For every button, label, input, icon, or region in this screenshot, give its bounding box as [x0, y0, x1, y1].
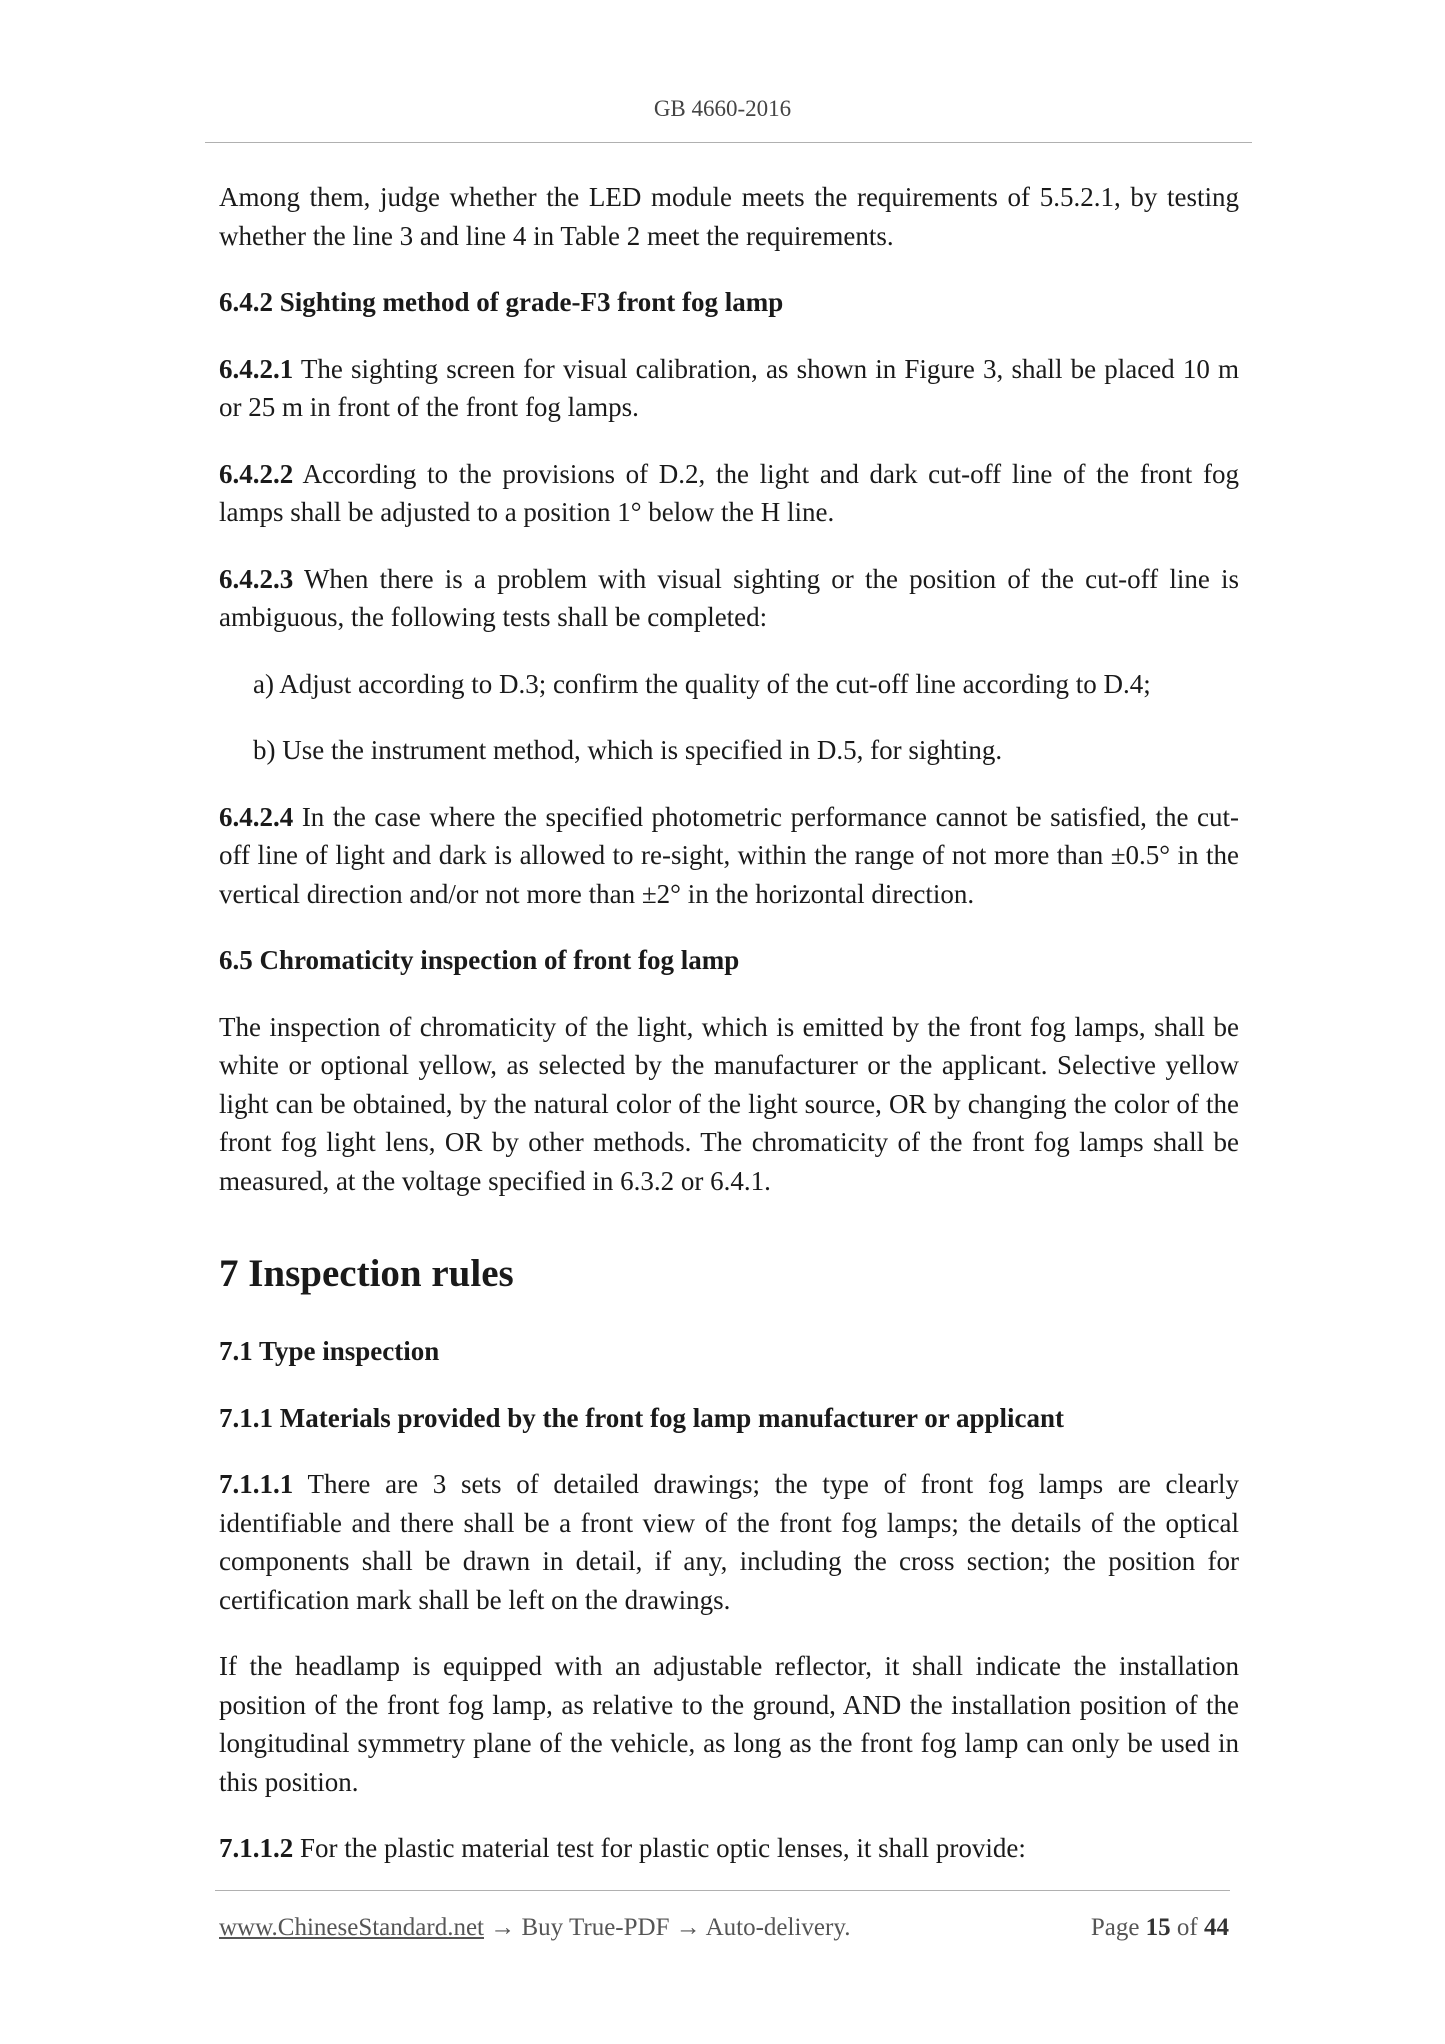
- clause-number: 6.4.2.4: [219, 801, 294, 832]
- clause-number: 6.4.2.3: [219, 563, 294, 594]
- paragraph-led-module: Among them, judge whether the LED module meets the requirements of 5.5.2.1, by testing whether the line 3 and line 4 in Table 2 meet the requirements.: [219, 182, 1239, 251]
- heading-7-1-1: 7.1.1 Materials provided by the front fog lamp manufacturer or applicant: [219, 1402, 1064, 1433]
- page-label: Page: [1090, 1914, 1140, 1941]
- header-divider: [205, 142, 1252, 143]
- of-label: of: [1176, 1914, 1198, 1941]
- clause-7-1-1-2: [219, 1829, 1239, 1868]
- promo-text: → Buy True-PDF → Auto-delivery.: [484, 1914, 851, 1941]
- clause-7-1-1-1: [219, 1465, 1239, 1619]
- clause-text: According to the provisions of D.2, the light and dark cut-off line of the front fog lamps shall be adjusted to a position 1° below the H line.: [219, 458, 1239, 527]
- clause-6-4-2-3: [219, 560, 1239, 637]
- page-number: 15: [1145, 1914, 1171, 1941]
- clause-number: 6.4.2.1: [219, 353, 294, 384]
- list-item-a: a) Adjust according to D.3; confirm the quality of the cut-off line according to D.4;: [253, 668, 1151, 699]
- heading-7-1: 7.1 Type inspection: [219, 1336, 440, 1366]
- clause-text: When there is a problem with visual sighting or the position of the cut-off line is ambiguous, the following tests shall be completed:: [219, 563, 1239, 632]
- heading-6-5: 6.5 Chromaticity inspection of front fog lamp: [219, 945, 740, 975]
- clause-6-4-2-2: [219, 455, 1239, 532]
- clause-6-4-2-4: [219, 798, 1239, 914]
- clause-text: The sighting screen for visual calibration, as shown in Figure 3, shall be placed 10 m or 25 m in front of the front fog lamps.: [219, 353, 1239, 422]
- clause-text: There are 3 sets of detailed drawings; the type of front fog lamps are clearly identifiable and there shall be a front view of the front fog lamps; the details of the optical components shall be drawn in detail, if any, including the cross section; the position for certification mark shall be left on the drawings.: [219, 1469, 1239, 1615]
- running-header: GB 4660-2016: [653, 96, 792, 121]
- clause-number: 7.1.1.2: [219, 1833, 294, 1863]
- clause-number: 7.1.1.1: [219, 1469, 294, 1499]
- list-item-b: b) Use the instrument method, which is specified in D.5, for sighting.: [253, 735, 1003, 765]
- total-pages: 44: [1204, 1914, 1229, 1941]
- clause-text: In the case where the specified photometric performance cannot be satisfied, the cut-off line of light and dark is allowed to re-sight, within the range of not more than ±0.5° in the vertical direction and/or not more than ±2° in the horizontal direction.: [219, 801, 1239, 909]
- clause-number: 6.4.2.2: [219, 458, 294, 489]
- clause-6-4-2-1: [219, 350, 1239, 427]
- paragraph-chromaticity: The inspection of chromaticity of the light, which is emitted by the front fog lamps, shall be white or optional yellow, as selected by the manufacturer or the applicant. Selective yellow light can be obtained, by the natural color of the light source, OR by changing the color of the front fog light lens, OR by other methods. The chromaticity of the front fog lamps shall be measured, at the voltage specified in 6.3.2 or 6.4.1.: [219, 1011, 1239, 1196]
- page-body: [219, 178, 1239, 1868]
- paragraph-adjustable-reflector: If the headlamp is equipped with an adjustable reflector, it shall indicate the installation position of the front fog lamp, as relative to the ground, AND the installation position of the longitudinal symmetry plane of the vehicle, as long as the front fog lamp can only be used in this position.: [219, 1651, 1239, 1797]
- footer-promo: [219, 1914, 850, 1942]
- site-link[interactable]: www.ChineseStandard.net: [219, 1914, 484, 1941]
- heading-6-4-2: 6.4.2 Sighting method of grade-F3 front fog lamp: [219, 287, 784, 317]
- footer-divider: [215, 1890, 1230, 1891]
- heading-7: 7 Inspection rules: [219, 1252, 514, 1295]
- clause-text: For the plastic material test for plastic optic lenses, it shall provide:: [293, 1833, 1026, 1863]
- page-indicator: [1091, 1914, 1229, 1942]
